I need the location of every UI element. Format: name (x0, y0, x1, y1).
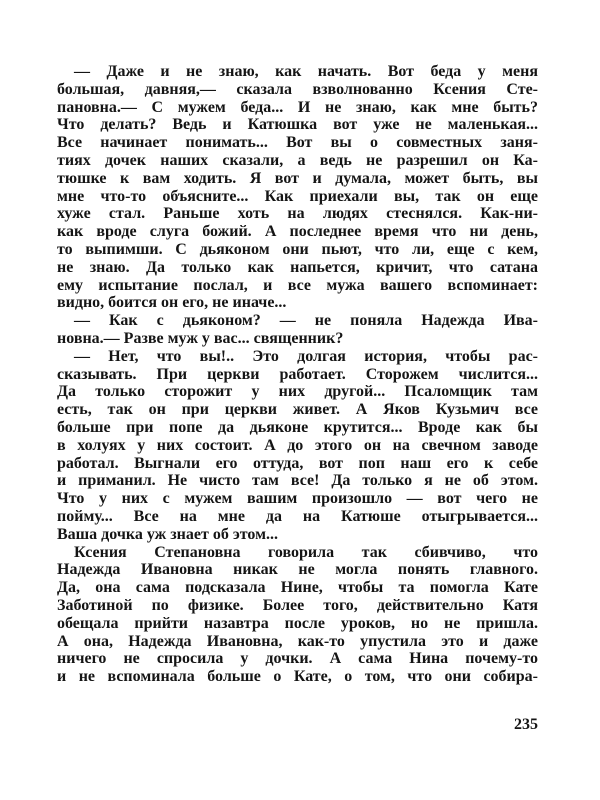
text-line: есть, так он при церкви живет. А Яков Кузьмич все (57, 401, 538, 419)
text-line: и не вспоминала больше о Кате, о том, что они собира- (57, 668, 538, 686)
text-line: видно, боится он его, не иначе... (57, 294, 287, 312)
page-number: 235 (514, 716, 538, 733)
text-line: Что делать? Ведь и Катюшка вот уже не маленькая... (57, 116, 538, 134)
text-line: Да только сторожит у них другой... Псаломщик там (57, 383, 538, 401)
text-line: не знаю. Да только как напьется, кричит, что сатана (57, 258, 538, 276)
text-line: Ксения Степановна говорила так сбивчиво, что (74, 543, 538, 561)
text-line: пойму... Все на мне да на Катюше отыгрывается... (57, 507, 538, 525)
text-line: хуже стал. Раньше хоть на людях стеснялся. Как-ни- (57, 205, 538, 223)
text-line: сказывать. При церкви работает. Сторожем числится... (57, 365, 538, 383)
text-line: Да, она сама подсказала Нине, чтобы та помогла Кате (57, 579, 538, 597)
text-line: — Даже и не знаю, как начать. Вот беда у меня (74, 63, 538, 80)
page-body-text (57, 63, 538, 686)
text-line: большая, давняя,— сказала взволнованно Ксения Сте- (57, 80, 538, 98)
text-line: и приманил. Не чисто там все! Да только я не об этом. (57, 472, 538, 490)
text-line: Надежда Ивановна никак не могла понять главного. (57, 561, 538, 579)
text-line: Заботиной по физике. Более того, действительно Катя (57, 596, 538, 614)
text-line: мне что-то объясните... Как приехали вы, так он еще (57, 187, 538, 205)
text-line: больше при попе да дьяконе крутится... Вроде как бы (57, 418, 538, 436)
text-line: как вроде слуга божий. А последнее время что ни день, (57, 223, 538, 241)
text-line: тиях дочек наших сказали, а ведь не разрешил он Ка- (57, 151, 538, 169)
text-line: — Как с дьяконом? — не поняла Надежда Ива- (74, 312, 538, 330)
text-line: ничего не спросила у дочки. А сама Нина почему-то (57, 650, 538, 668)
text-line: обещала прийти назавтра после уроков, но не пришла. (57, 614, 538, 632)
text-line: Ваша дочка уж знает об этом... (57, 525, 279, 543)
text-line: в холуях у них состоит. А до этого он на свечном заводе (57, 436, 538, 454)
text-line: пановна.— С мужем беда... И не знаю, как мне быть? (57, 98, 538, 116)
text-line: новна.— Разве муж у вас... священник? (57, 329, 344, 347)
text-line: работал. Выгнали его оттуда, вот поп наш его к себе (57, 454, 538, 472)
text-line: — Нет, что вы!.. Это долгая история, чтобы рас- (74, 347, 538, 365)
text-line: ему испытание послал, и все мужа вашего вспоминает: (57, 276, 538, 294)
text-line: тюшке к вам ходить. Я вот и думала, может быть, вы (57, 169, 538, 187)
text-line: то выпимши. С дьяконом они пьют, что ли, еще с кем, (57, 240, 538, 258)
text-line: Что у них с мужем вашим произошло — вот чего не (57, 490, 538, 508)
text-line: А она, Надежда Ивановна, как-то упустила это и даже (57, 632, 538, 650)
text-line: Все начинает понимать... Вот вы о совместных заня- (57, 134, 538, 152)
